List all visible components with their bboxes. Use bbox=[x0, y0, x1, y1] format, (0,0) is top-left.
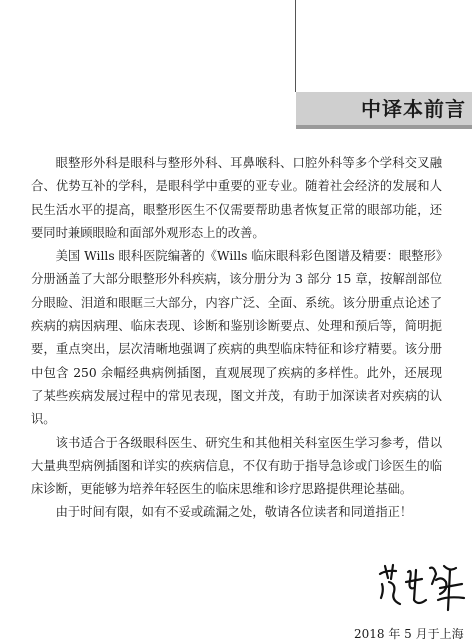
page-title: 中译本前言 bbox=[361, 97, 466, 121]
preface-body bbox=[31, 152, 442, 525]
heading-underline bbox=[296, 125, 472, 129]
paragraph: 眼整形外科是眼科与整形外科、耳鼻喉科、口腔外科等多个学科交叉融合、优势互补的学科，是眼科学中重要的亚专业。随着社会经济的发展和人民生活水平的提高，眼整形医生不仅需要帮助患者恢复正常的眼部功能，还要同时兼顾眼睑和面部外观形态上的改善。 bbox=[31, 156, 442, 240]
paragraph: 美国 Wills 眼科医院编著的《Wills 临床眼科彩色图谱及精要：眼整形》分册涵盖了大部分眼整形外科疾病，该分册分为 3 部分 15 章，按解剖部位分眼睑、泪道和眼眶三大部分，内容广泛、全面、系统。该分册重点论述了疾病的病因病理、临床表现、诊断和鉴别诊断要点、处理和预后等，简明扼要，重点突出，层次清晰地强调了疾病的典型临床特征和诊疗精要。该分册中包含 250 余幅经典病例插图，直观展现了疾病的多样性。此外，还展现了某些疾病发展过程中的常见表现，图文并茂，有助于加深读者对疾病的认识。 bbox=[31, 249, 442, 427]
handwritten-signature bbox=[376, 560, 468, 616]
header-rule bbox=[295, 0, 472, 92]
date-line: 2018 年 5 月于上海 bbox=[354, 627, 464, 641]
paragraph: 由于时间有限，如有不妥或疏漏之处，敬请各位读者和同道指正！ bbox=[55, 505, 413, 520]
paragraph: 该书适合于各级眼科医生、研究生和其他相关科室医生学习参考，借以大量典型病例插图和详实的疾病信息，不仅有助于指导急诊或门诊医生的临床诊断，更能够为培养年轻医生的临床思维和诊疗思路提供理论基础。 bbox=[31, 435, 442, 497]
